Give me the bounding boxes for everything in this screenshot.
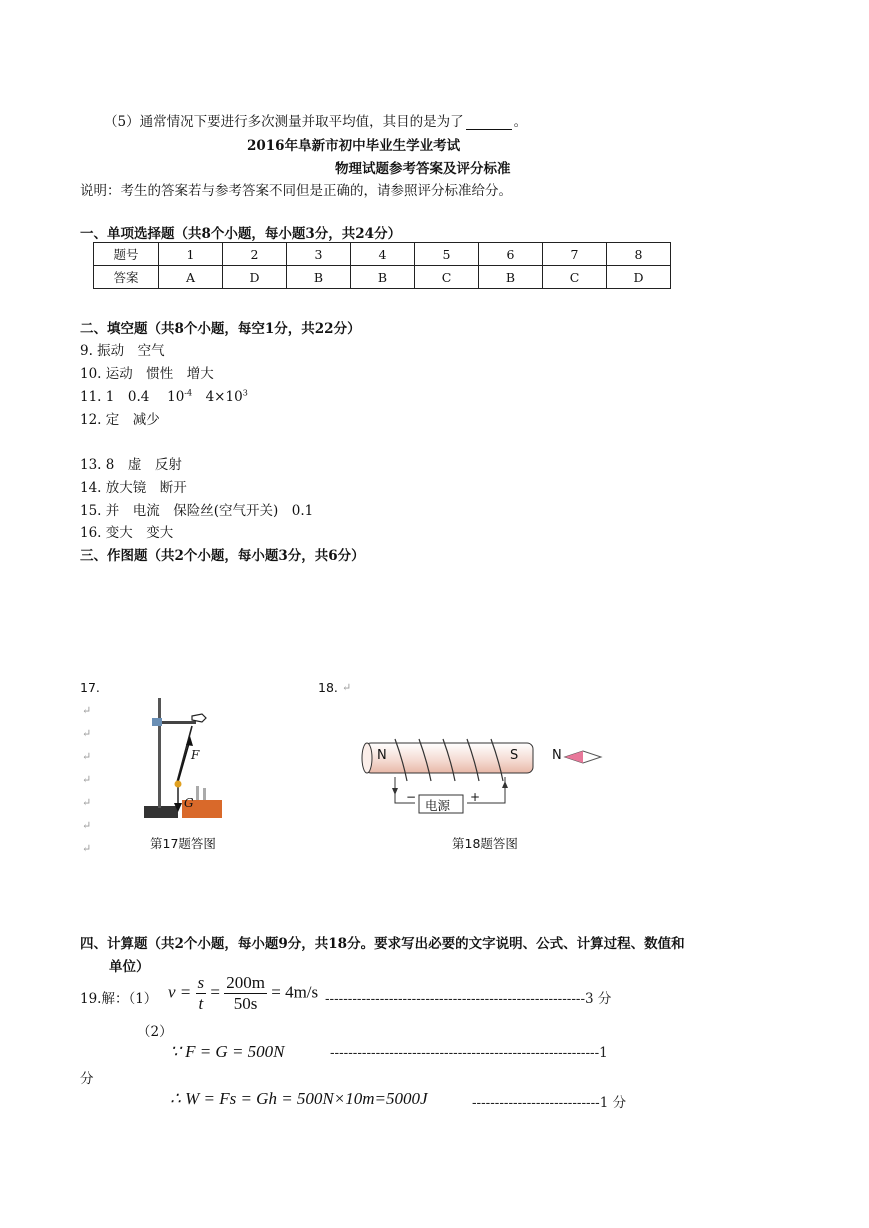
answer-q9: 9. 振动 空气 bbox=[80, 343, 165, 359]
q19-formula-1 bbox=[168, 973, 318, 1014]
clamp-jaw bbox=[192, 714, 206, 722]
table-cell: B bbox=[287, 266, 351, 289]
core-end bbox=[362, 743, 372, 773]
q19-score-3: ----------------------------1 分 bbox=[472, 1095, 627, 1111]
block-post bbox=[203, 788, 206, 800]
page-subtitle: 物理试题参考答案及评分标准 bbox=[335, 161, 511, 177]
q19-label: 19.解：（1） bbox=[80, 991, 158, 1007]
solenoid-S-label: S bbox=[510, 748, 519, 763]
table-cell: C bbox=[415, 266, 479, 289]
q19-score-2-wrap: 分 bbox=[80, 1071, 94, 1087]
q19-part2-label: （2） bbox=[137, 1024, 173, 1040]
answer-q11 bbox=[80, 385, 248, 405]
table-cell: D bbox=[223, 266, 287, 289]
plus-terminal: + bbox=[470, 790, 481, 804]
table-cell: C bbox=[543, 266, 607, 289]
fraction-s-t bbox=[196, 973, 207, 1014]
minus-terminal: − bbox=[406, 790, 417, 804]
table-cell: 2 bbox=[223, 243, 287, 266]
table-cell: 5 bbox=[415, 243, 479, 266]
return-mark: ↵ bbox=[82, 819, 92, 832]
fig18-caption: 第18题答图 bbox=[452, 836, 518, 851]
q5-end: 。 bbox=[513, 114, 528, 130]
table-cell: 4 bbox=[351, 243, 415, 266]
numerator: s bbox=[197, 973, 205, 992]
table-cell: 3 bbox=[287, 243, 351, 266]
q5-text: （5）通常情况下要进行多次测量并取平均值，其目的是为了 bbox=[104, 114, 464, 130]
clamp-knob bbox=[152, 718, 162, 726]
fraction-values bbox=[224, 973, 267, 1014]
label-G: G bbox=[184, 796, 194, 810]
q11-exponent2: 3 bbox=[242, 388, 248, 398]
table-header-cell: 答案 bbox=[94, 266, 159, 289]
power-label: 电源 bbox=[425, 798, 451, 813]
center-of-gravity bbox=[175, 781, 182, 788]
compass-north-half bbox=[565, 751, 583, 763]
denominator: 50s bbox=[233, 994, 258, 1013]
table-cell: 8 bbox=[607, 243, 671, 266]
return-mark: ↵ bbox=[82, 750, 92, 763]
q19-score-1: ---------------------------------------------------------3 分 bbox=[325, 991, 612, 1007]
table-cell: D bbox=[607, 266, 671, 289]
label-F: F bbox=[191, 748, 200, 762]
compass-N-label: N bbox=[552, 748, 562, 763]
return-mark: ↵ bbox=[82, 842, 92, 855]
fig17-caption: 第17题答图 bbox=[150, 836, 216, 851]
stand-rod bbox=[158, 698, 161, 808]
formula-v: v = bbox=[168, 982, 192, 1002]
return-mark: ↵ bbox=[82, 704, 92, 717]
fig18-number: 18. bbox=[318, 680, 338, 695]
section1-heading: 一、单项选择题（共8个小题，每小题3分，共24分） bbox=[80, 226, 402, 242]
table-cell: B bbox=[479, 266, 543, 289]
answer-q14: 14. 放大镜 断开 bbox=[80, 480, 187, 496]
q19-formula-3: ∴ W = Fs = Gh = 500N×10m=5000J bbox=[170, 1089, 428, 1108]
table-row bbox=[94, 243, 671, 266]
answer-q12: 12. 定 减少 bbox=[80, 412, 160, 428]
q19-score-2: -----------------------------------------------------------1 bbox=[330, 1045, 608, 1061]
table-cell: 6 bbox=[479, 243, 543, 266]
answer-table bbox=[93, 242, 671, 289]
instructions-note: 说明：考生的答案若与参考答案不同但是正确的，请参照评分标准给分。 bbox=[80, 183, 512, 199]
equals-sign: = bbox=[210, 982, 220, 1002]
answer-blank bbox=[466, 116, 512, 130]
table-header-cell: 题号 bbox=[94, 243, 159, 266]
section3-heading: 三、作图题（共2个小题，每小题3分，共6分） bbox=[80, 548, 365, 564]
table-cell: A bbox=[159, 266, 223, 289]
q5-line bbox=[104, 110, 527, 130]
clamp-arm bbox=[158, 721, 196, 724]
section4-heading-cont: 单位） bbox=[109, 959, 150, 975]
return-mark: ↵ bbox=[82, 773, 92, 786]
return-mark: ↵ bbox=[342, 681, 352, 694]
q11-part1: 11. 1 0.4 10 bbox=[80, 389, 185, 405]
lever-rod bbox=[176, 726, 192, 786]
answer-q13: 13. 8 虚 反射 bbox=[80, 457, 182, 473]
numerator: 200m bbox=[226, 973, 265, 992]
fig18-diagram bbox=[355, 733, 625, 828]
force-arrow bbox=[178, 740, 190, 782]
return-mark: ↵ bbox=[82, 796, 92, 809]
formula-result: = 4m/s bbox=[271, 982, 319, 1002]
table-cell: 1 bbox=[159, 243, 223, 266]
return-mark: ↵ bbox=[82, 727, 92, 740]
current-arrow-up bbox=[502, 781, 508, 788]
answer-q10: 10. 运动 惯性 增大 bbox=[80, 366, 214, 382]
block-post bbox=[196, 786, 199, 800]
table-cell: B bbox=[351, 266, 415, 289]
answer-q15: 15. 并 电流 保险丝(空气开关) 0.1 bbox=[80, 503, 314, 519]
section2-heading: 二、填空题（共8个小题，每空1分，共22分） bbox=[80, 321, 361, 337]
answer-q16: 16. 变大 变大 bbox=[80, 525, 174, 541]
fig17-number: 17. bbox=[80, 680, 100, 695]
denominator: t bbox=[198, 994, 204, 1013]
section4-heading: 四、计算题（共2个小题，每小题9分，共18分。要求写出必要的文字说明、公式、计算过程、数值和 bbox=[80, 936, 685, 952]
solenoid-N-label: N bbox=[377, 748, 387, 763]
q11-part2: 4×10 bbox=[192, 389, 243, 405]
q11-exponent1: -4 bbox=[184, 388, 193, 398]
page-title: 2016年阜新市初中毕业生学业考试 bbox=[247, 138, 461, 154]
current-arrow-down bbox=[392, 788, 398, 795]
force-arrowhead bbox=[186, 736, 193, 746]
table-cell: 7 bbox=[543, 243, 607, 266]
table-row bbox=[94, 266, 671, 289]
q19-formula-2: ∵ F = G = 500N bbox=[170, 1042, 285, 1061]
